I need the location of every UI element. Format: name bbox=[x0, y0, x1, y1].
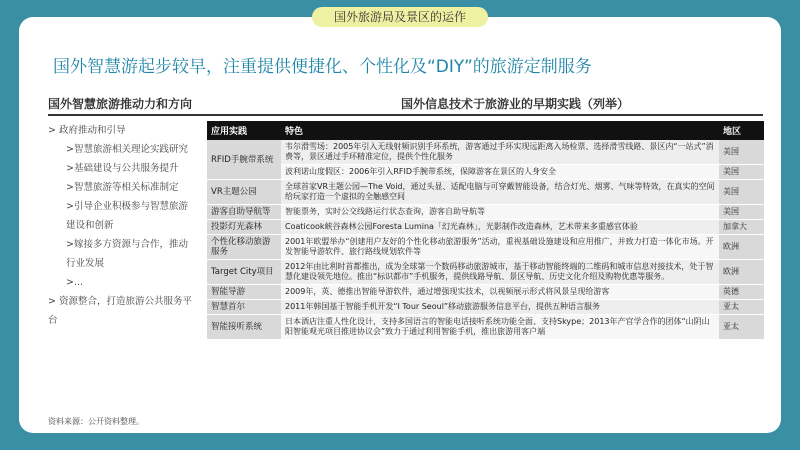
cell-feature: 2011年韩国基于智能手机开发“I Tour Seoul”移动旅游服务信息平台，提供五种语言服务 bbox=[281, 300, 719, 315]
column-header: 特色 bbox=[281, 121, 719, 140]
cell-feature: 波利诺山度假区：2006年引入RFID手腕带系统，保障游客在景区的人身安全 bbox=[281, 165, 719, 180]
table-row bbox=[207, 140, 764, 165]
cell-feature: 2009年，英、德推出智能导游软件，通过增强现实技术，以视频展示形式将风景呈现给游客 bbox=[281, 285, 719, 300]
cell-application: RFID手腕带系统 bbox=[207, 140, 281, 180]
table-row bbox=[207, 235, 764, 260]
cell-region: 加拿大 bbox=[719, 220, 764, 235]
cell-feature: 智能票务，实时公交线路运行状态查询，游客自助导航等 bbox=[281, 205, 719, 220]
list-item: 行业发展 bbox=[66, 258, 105, 269]
cell-application: 智能导游 bbox=[207, 285, 281, 300]
slide-content bbox=[19, 17, 781, 433]
table-row bbox=[207, 300, 764, 315]
table-row bbox=[207, 220, 764, 235]
cell-region: 美国 bbox=[719, 165, 764, 180]
list-item: >智慧旅游等相关标准制定 bbox=[66, 182, 179, 193]
section-tab: 国外旅游局及景区的运作 bbox=[312, 7, 488, 27]
table-row bbox=[207, 180, 764, 205]
table-header-row bbox=[207, 121, 764, 140]
cell-application: Target City项目 bbox=[207, 260, 281, 285]
cell-feature: Coaticook峡谷森林公园Foresta Lumina「幻光森林」，光影制作改造森林，艺术带来多重感官体验 bbox=[281, 220, 719, 235]
cell-region: 英德 bbox=[719, 285, 764, 300]
cell-feature: 韦尔滑雪场：2005年引入无线射频识别手环系统，游客通过手环实现远距离入场检票、选择滑雪线路、景区内“一站式”消费等，景区通过手环精准定位，提供个性化服务 bbox=[281, 140, 719, 165]
list-item: 建设和创新 bbox=[66, 220, 114, 231]
table-row bbox=[207, 315, 764, 340]
list-item: >引导企业积极参与智慧旅游 bbox=[66, 201, 188, 212]
cell-region: 美国 bbox=[719, 205, 764, 220]
cell-feature: 全球首家VR主题公园—The Void，通过头显、适配电脑与可穿戴智能设备，结合灯光、烟雾、气味等特效，在真实的空间给玩家打造一个虚拟的全触感空间 bbox=[281, 180, 719, 205]
left-panel-divider bbox=[48, 114, 210, 116]
table-row bbox=[207, 260, 764, 285]
cell-feature: 2001年欧盟举办“创建用户友好的个性化移动旅游服务”活动，重视基础设施建设和应用推广，并致力打造一体化市场。开发智能导游软件、旅行路线规划软件等 bbox=[281, 235, 719, 260]
cell-application: 投影灯光森林 bbox=[207, 220, 281, 235]
cell-region: 亚太 bbox=[719, 300, 764, 315]
table-row bbox=[207, 205, 764, 220]
cell-application: VR主题公园 bbox=[207, 180, 281, 205]
list-item: 台 bbox=[48, 315, 58, 326]
page-headline: 国外智慧游起步较早，注重提供便捷化、个性化及“DIY”的旅游定制服务 bbox=[53, 57, 592, 77]
column-header: 应用实践 bbox=[207, 121, 281, 140]
left-panel-title: 国外智慧旅游推动力和方向 bbox=[48, 97, 193, 111]
driver-list bbox=[48, 121, 218, 330]
list-item: > 资源整合，打造旅游公共服务平 bbox=[48, 296, 192, 307]
cell-region: 美国 bbox=[719, 140, 764, 165]
list-item: > 政府推动和引导 bbox=[48, 125, 126, 136]
cell-feature: 日本酒店注重人性化设计，支持多国语言的智能电话接听系统功能全面、支持Skype；2013年产官学合作的团体“山阴山阳智能观光项目推进协议会”致力于通过利用智能手机，推出旅游用客户端 bbox=[281, 315, 719, 340]
list-item: >智慧旅游相关理论实践研究 bbox=[66, 144, 188, 155]
list-item: >... bbox=[66, 277, 84, 288]
cell-region: 欧洲 bbox=[719, 260, 764, 285]
list-item: >嫁接多方资源与合作，推动 bbox=[66, 239, 188, 250]
column-header: 地区 bbox=[719, 121, 764, 140]
cell-feature: 2012年由比利时首都推出，成为全球第一个数码移动旅游城市，基于移动智能终端的二维码和城市信息对接技术，处于智慧化建设领先地位。推出“标识都市”手机服务，提供线路导航、景区导航、历史文化介绍及购物优惠等服务。 bbox=[281, 260, 719, 285]
table-row bbox=[207, 285, 764, 300]
right-panel-title: 国外信息技术于旅游业的早期实践（列举） bbox=[401, 97, 630, 111]
right-panel-divider bbox=[207, 114, 763, 116]
source-note: 资料来源：公开资料整理。 bbox=[48, 417, 144, 426]
cell-application: 个性化移动旅游服务 bbox=[207, 235, 281, 260]
list-item: >基础建设与公共服务提升 bbox=[66, 163, 179, 174]
cell-application: 智能接听系统 bbox=[207, 315, 281, 340]
cell-region: 欧洲 bbox=[719, 235, 764, 260]
cell-application: 智慧首尔 bbox=[207, 300, 281, 315]
practice-table bbox=[207, 121, 764, 340]
cell-application: 游客自助导航等 bbox=[207, 205, 281, 220]
cell-region: 美国 bbox=[719, 180, 764, 205]
cell-region: 亚太 bbox=[719, 315, 764, 340]
table-row bbox=[207, 165, 764, 180]
